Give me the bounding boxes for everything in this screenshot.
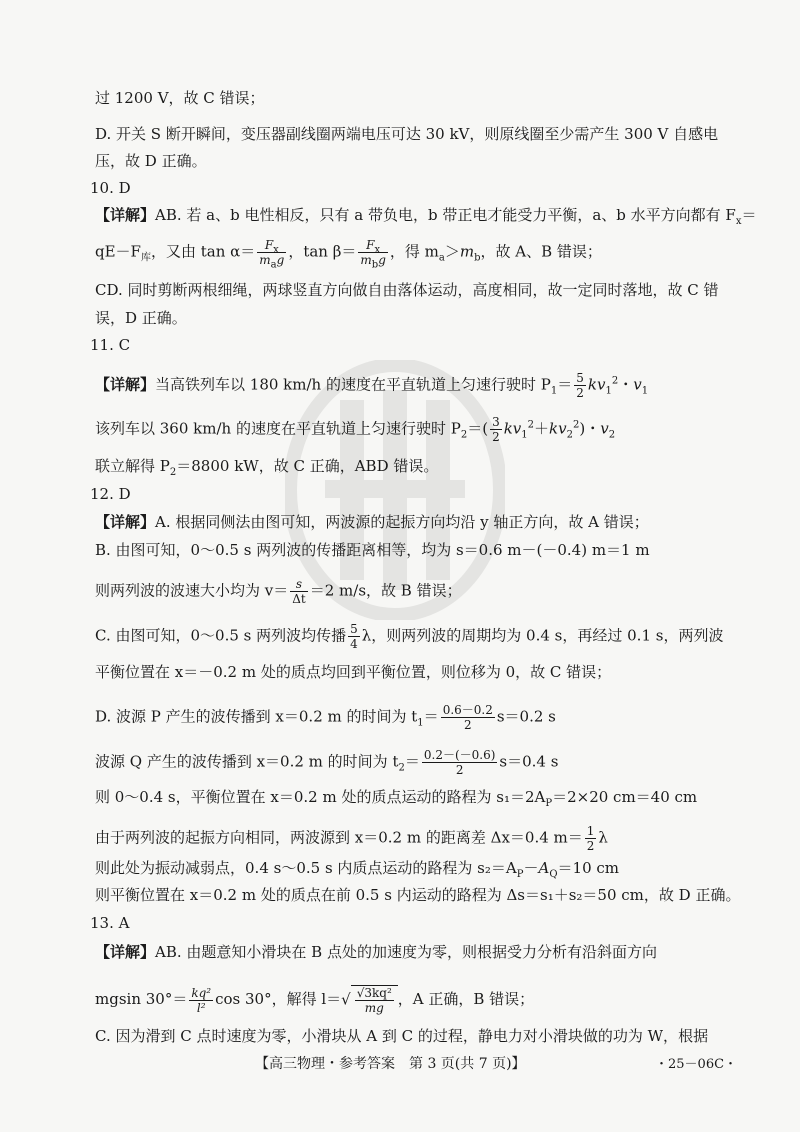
q12-text-d2: λ，则两列波的周期均为 0.4 s，再经过 0.1 s，两列波 <box>361 626 724 645</box>
fraction-kq2-l2: $\frac{\text{kq²}}{\text{l²}}$ <box>191 985 212 1015</box>
q12-detail-line-5: 平衡位置在 x＝－0.2 m 处的质点均回到平衡位置，则位移为 0，故 C 错误； <box>95 663 612 681</box>
q12-text-d: C. 由图可知，0～0.5 s 两列波均传播 <box>95 626 347 645</box>
q12-text-a: A. 根据同侧法由图可知，两波源的起振方向均沿 y 轴正方向，故 A 错误； <box>155 513 649 531</box>
fraction-fx-mbg: $\frac{F_x}{m_bg}$ <box>360 238 386 271</box>
detail-tag: 【详解】 <box>95 375 156 394</box>
q10-detail-line-1: 【详解】AB. 若 a、b 电性相反，只有 a 带负电，b 带正电才能受力平衡，a、b 水平方向都有 $F_x=$ <box>95 206 757 227</box>
q13-detail-line-1 <box>95 942 657 962</box>
q11-detail-line-1: 【详解】当高铁列车以 180 km/h 的速度在平直轨道上匀速行驶时 $P_1=$ $\frac{5}{2}$ $kv_1^2$・$v_1$ <box>95 371 649 400</box>
q10-text-b5: ，故 A、B 错误； <box>480 242 602 261</box>
q12-text-f2: s＝0.2 s <box>496 707 556 726</box>
fraction-3-2: $\frac{3}{2}$ <box>492 415 500 444</box>
q10-text-a: AB. 若 a、b 电性相反，只有 a 带负电，b 带正电才能受力平衡，a、b 水平方向都有 F <box>155 206 736 224</box>
question-12-answer: 12. D <box>90 485 131 503</box>
q11-text-a: 当高铁列车以 180 km/h 的速度在平直轨道上匀速行驶时 P <box>155 375 551 394</box>
question-11-answer: 11. C <box>90 336 131 354</box>
q12-detail-line-8: 则 0～0.4 s，平衡位置在 x＝0.2 m 处的质点运动的路程为 $s_1=2A_P=2\times 20$ cm＝40 cm <box>95 788 698 809</box>
q12-detail-line-9 <box>95 824 608 853</box>
q12-text-f: D. 波源 P 产生的波传播到 x＝0.2 m 的时间为 t <box>95 707 418 726</box>
q11-text-c2: ＝8800 kW，故 C 正确，ABD 错误。 <box>176 457 439 475</box>
fraction-t1: $\frac{0.6-0.2}{2}$ <box>442 703 493 732</box>
q11-detail-line-3: 联立解得 $P_2=8800$ kW，故 C 正确，ABD 错误。 <box>95 457 439 478</box>
q12-text-h: 则 0～0.4 s，平衡位置在 x＝0.2 m 处的质点运动的路程为 s₁＝2A <box>95 788 546 806</box>
fraction-fx-mag: $\frac{F_x}{m_ag}$ <box>259 238 285 271</box>
q12-text-h2: ＝2×20 cm＝40 cm <box>552 788 698 806</box>
detail-tag: 【详解】 <box>95 513 156 531</box>
sqrt-expression: √ $\frac{\text{√3kq²}}{mg}$ <box>341 985 398 1015</box>
q12-text-j: 则此处为振动减弱点，0.4 s～0.5 s 内质点运动的路程为 s₂＝A <box>95 859 517 877</box>
footer-code: ・25－06C・ <box>655 1057 738 1072</box>
fraction-s-dt: $\frac{s}{\Delta t}$ <box>292 577 306 606</box>
q10-detail-line-2: $qE-F_库$，又由 tan α＝ $\frac{F_x}{m_ag}$ ，tan β＝ $\frac{F_x}{m_bg}$ ，得 $m_a>m_b$，故 A、B 错误； <box>95 238 602 271</box>
q12-text-g: 波源 Q 产生的波传播到 x＝0.2 m 的时间为 t <box>95 752 399 771</box>
q11-text-c: 联立解得 P <box>95 457 170 475</box>
q12-detail-line-2: B. 由图可知，0～0.5 s 两列波的传播距离相等，均为 s＝0.6 m－(－0.4) m＝1 m <box>95 541 650 559</box>
q10-text-b2: ，又由 tan α＝ <box>150 242 256 261</box>
fraction-5-4: $\frac{5}{4}$ <box>350 622 358 651</box>
line-l2: D. 开关 S 断开瞬间，变压器副线圈两端电压可达 30 kV，则原线圈至少需产生 300 V 自感电 <box>95 125 719 143</box>
detail-tag: 【详解】 <box>95 206 156 224</box>
q10-detail-line-4: 误，D 正确。 <box>95 309 187 327</box>
q11-detail-line-2: 该列车以 360 km/h 的速度在平直轨道上匀速行驶时 $P_2=$( $\frac{3}{2}$ $kv_1^2+kv_2^2$)・$v_2$ <box>95 415 616 444</box>
q12-text-i: 由于两列波的起振方向相同，两波源到 x＝0.2 m 的距离差 Δx＝0.4 m＝ <box>95 828 583 847</box>
q12-detail-line-10: 则此处为振动减弱点，0.4 s～0.5 s 内质点运动的路程为 $s_2=A_P-A_Q=10$ cm <box>95 859 620 880</box>
q12-detail-line-1 <box>95 512 649 532</box>
fraction-1-2: $\frac{1}{2}$ <box>586 824 595 853</box>
q12-text-j2: ＝10 cm <box>557 859 620 877</box>
q13-detail-line-2 <box>95 985 534 1015</box>
q13-text-b: mgsin 30°＝ <box>95 990 188 1008</box>
q13-detail-line-3: C. 因为滑到 C 点时速度为零，小滑块从 A 到 C 的过程，静电力对小滑块做的功为 W，根据 <box>95 1027 709 1045</box>
q12-detail-line-3 <box>95 577 462 606</box>
q10-detail-line-3: CD. 同时剪断两根细绳，两球竖直方向做自由落体运动，高度相同，故一定同时落地，故 C 错 <box>95 281 719 299</box>
question-13-answer: 13. A <box>90 914 130 932</box>
q10-text-b1: qE－F <box>95 242 141 261</box>
q12-detail-line-4 <box>95 622 723 651</box>
detail-tag: 【详解】 <box>95 943 156 961</box>
line-l1: 过 1200 V，故 C 错误； <box>95 89 265 107</box>
fraction-5-2: $\frac{5}{2}$ <box>576 371 584 400</box>
question-10-answer: 10. D <box>90 179 131 197</box>
q11-text-b: 该列车以 360 km/h 的速度在平直轨道上匀速行驶时 P <box>95 419 461 438</box>
q10-text-b3: ，tan β＝ <box>288 242 357 261</box>
q12-text-c: 则两列波的波速大小均为 v＝ <box>95 581 289 600</box>
q13-text-b3: ，A 正确，B 错误； <box>397 990 535 1008</box>
fraction-t2: $\frac{0.2-(-0.6)}{2}$ <box>423 748 496 777</box>
page-footer: 【高三物理・参考答案 第 3 页(共 7 页)】 <box>255 1056 526 1072</box>
q12-detail-line-6: D. 波源 P 产生的波传播到 x＝0.2 m 的时间为 $t_1=$ $\frac{0.6-0.2}{2}$ s＝0.2 s <box>95 703 556 732</box>
q12-text-g2: s＝0.4 s <box>499 752 559 771</box>
q12-text-i2: λ <box>598 828 608 847</box>
line-l3: 压，故 D 正确。 <box>95 152 207 170</box>
q13-text-a: AB. 由题意知小滑块在 B 点处的加速度为零，则根据受力分析有沿斜面方向 <box>155 943 657 961</box>
q12-text-c2: ＝2 m/s，故 B 错误； <box>309 581 462 600</box>
q12-detail-line-11: 则平衡位置在 x＝0.2 m 处的质点在前 0.5 s 内运动的路程为 Δs＝s₁＋s₂＝50 cm，故 D 正确。 <box>95 886 741 904</box>
q10-text-b4: ，得 m <box>389 242 439 261</box>
q12-detail-line-7: 波源 Q 产生的波传播到 x＝0.2 m 的时间为 $t_2=$ $\frac{0.2-(-0.6)}{2}$ s＝0.4 s <box>95 748 559 777</box>
q13-text-b2: cos 30°，解得 l＝ <box>215 990 342 1008</box>
